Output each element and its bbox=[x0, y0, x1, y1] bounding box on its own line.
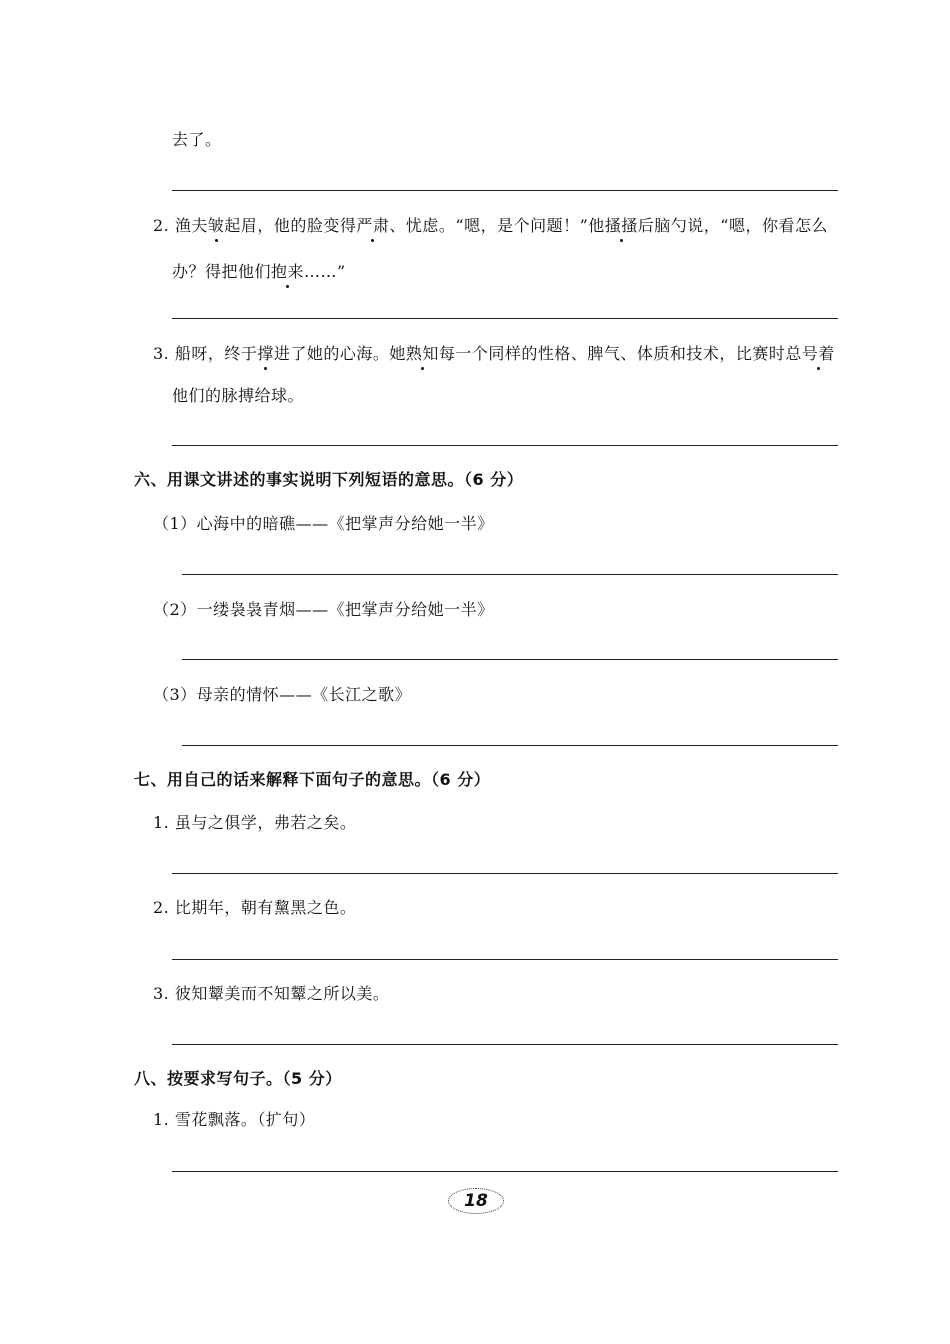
answer-line-6-3[interactable] bbox=[182, 745, 838, 746]
answer-line-7-1[interactable] bbox=[172, 873, 838, 874]
dotted-word: 皱 bbox=[207, 216, 225, 235]
section-7-heading: 七、用自己的话来解释下面句子的意思。（6 分） bbox=[134, 770, 491, 789]
item-5-3-line-2: 他们的脉搏给球。 bbox=[172, 386, 305, 405]
page-number-badge bbox=[448, 1188, 504, 1214]
section-7-item-2: 2. 比期年，朝有黧黑之色。 bbox=[153, 898, 357, 917]
answer-line-8-1[interactable] bbox=[172, 1171, 838, 1172]
dotted-word: 撑 bbox=[257, 344, 274, 363]
section-6-item-3: （3）母亲的情怀——《长江之歌》 bbox=[153, 685, 412, 704]
dotted-word: 号着 bbox=[801, 344, 835, 363]
answer-line-7-3[interactable] bbox=[172, 1044, 838, 1045]
dotted-word: 严肃 bbox=[356, 216, 390, 235]
item-5-3-line-1: 3. 船呀，终于撑进了她的心海。她熟知每一个同样的性格、脾气、体质和技术，比赛时总号着 bbox=[153, 344, 835, 363]
section-7-item-1: 1. 虽与之俱学，弗若之矣。 bbox=[153, 813, 357, 832]
section-6-item-2: （2）一缕袅袅青烟——《把掌声分给她一半》 bbox=[153, 600, 494, 619]
answer-line-5-2[interactable] bbox=[172, 318, 838, 319]
item-continuation-text: 去了。 bbox=[172, 130, 222, 149]
item-5-2-line-1: 2. 渔夫皱起眉，他的脸变得严肃、忧虑。“嗯，是个问题！”他搔搔后脑勺说，“嗯，你看怎么 bbox=[153, 216, 828, 235]
dotted-word: 搔搔 bbox=[604, 216, 638, 235]
section-8-heading: 八、按要求写句子。（5 分） bbox=[134, 1069, 342, 1088]
page-number: 18 bbox=[464, 1191, 488, 1211]
section-7-item-3: 3. 彼知颦美而不知颦之所以美。 bbox=[153, 984, 390, 1003]
answer-line-6-1[interactable] bbox=[182, 574, 838, 575]
dotted-word: 熟知 bbox=[405, 344, 439, 363]
section-6-heading: 六、用课文讲述的事实说明下列短语的意思。（6 分） bbox=[134, 470, 524, 489]
section-8-item-1: 1. 雪花飘落。（扩句） bbox=[153, 1110, 316, 1129]
answer-line-5-1[interactable] bbox=[172, 190, 838, 191]
item-5-2-line-2: 办？得把他们抱来……” bbox=[172, 262, 346, 281]
answer-line-5-3[interactable] bbox=[172, 445, 838, 446]
dotted-word: 抱来 bbox=[271, 262, 305, 281]
section-6-item-1: （1）心海中的暗礁——《把掌声分给她一半》 bbox=[153, 514, 494, 533]
answer-line-6-2[interactable] bbox=[182, 659, 838, 660]
answer-line-7-2[interactable] bbox=[172, 959, 838, 960]
